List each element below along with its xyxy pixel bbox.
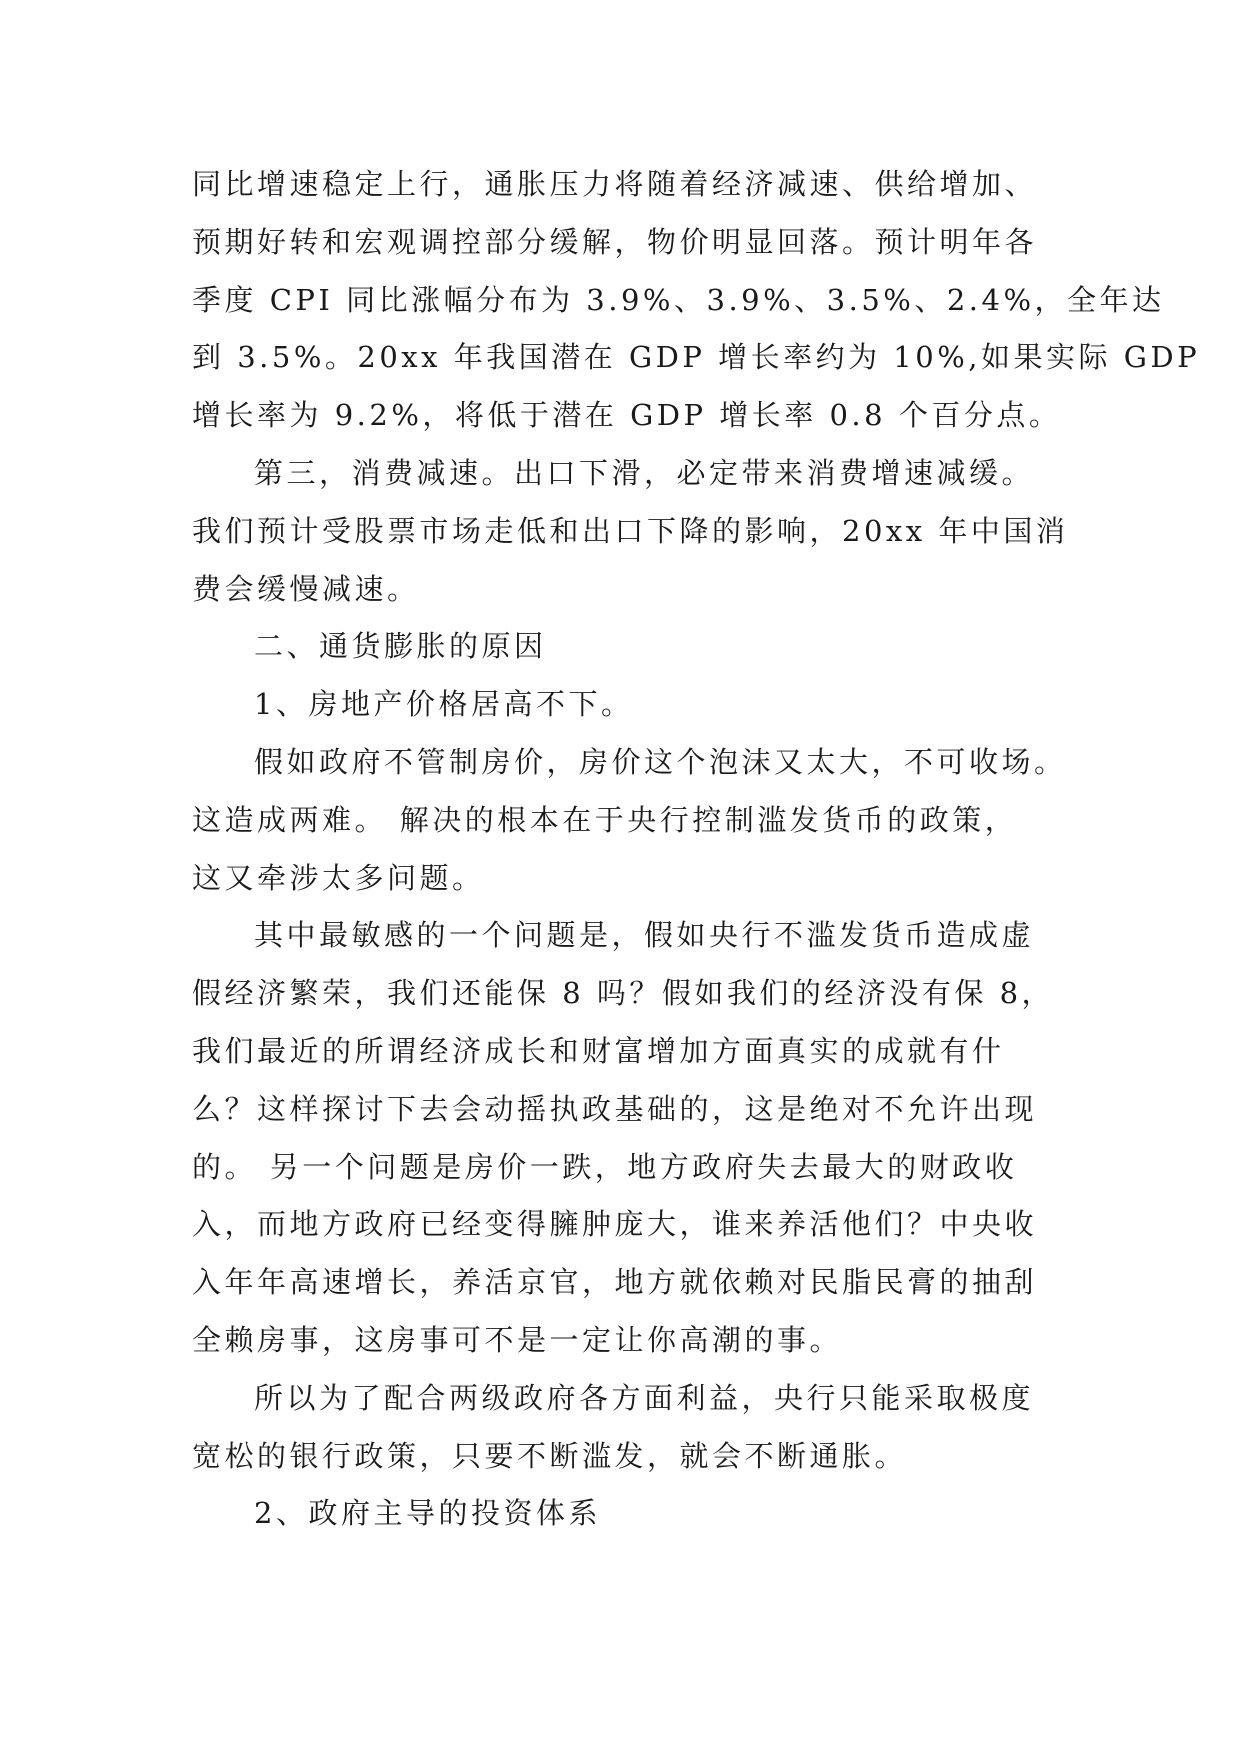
text-line: 到 3.5%。20xx 年我国潜在 GDP 增长率约为 10%,如果实际 GDP (192, 340, 1201, 375)
text-line: 我们预计受股票市场走低和出口下降的影响，20xx 年中国消 (192, 513, 1069, 548)
text-line: 同比增速稳定上行，通胀压力将随着经济减速、供给增加、 (192, 167, 1038, 201)
paragraph-start-line: 所以为了配合两级政府各方面利益，央行只能采取极度 (254, 1380, 1035, 1415)
paragraph-start-line: 其中最敏感的一个问题是，假如央行不滥发货币造成虚 (254, 918, 1035, 953)
document-body (192, 156, 1201, 1543)
text-line: 宽松的银行政策，只要不断滥发，就会不断通胀。 (192, 1438, 908, 1473)
section-heading: 二、通货膨胀的原因 (254, 629, 547, 664)
text-line: 入，而地方政府已经变得臃肿庞大，谁来养活他们？中央收 (192, 1207, 1038, 1242)
text-line: 增长率为 9.2%，将低于潜在 GDP 增长率 0.8 个百分点。 (192, 398, 1062, 433)
text-line: 我们最近的所谓经济成长和财富增加方面真实的成就有什 (192, 1033, 1005, 1068)
paragraph-start-line: 假如政府不管制房价，房价这个泡沫又太大，不可收场。 (254, 744, 1067, 779)
text-line: 预期好转和宏观调控部分缓解，物价明显回落。预计明年各 (192, 224, 1038, 259)
paragraph-start-line: 第三，消费减速。出口下滑，必定带来消费增速减缓。 (254, 455, 1035, 490)
subsection-heading: 1、房地产价格居高不下。 (254, 687, 634, 722)
text-line: 的。 另一个问题是房价一跌，地方政府失去最大的财政收 (192, 1149, 1018, 1184)
text-line: 费会缓慢减速。 (192, 571, 420, 606)
text-line: 么？这样探讨下去会动摇执政基础的，这是绝对不允许出现 (192, 1091, 1038, 1126)
text-line: 全赖房事，这房事可不是一定让你高潮的事。 (192, 1322, 843, 1357)
text-line: 这造成两难。 解决的根本在于央行控制滥发货币的政策， (192, 802, 1018, 837)
text-line: 季度 CPI 同比涨幅分布为 3.9%、3.9%、3.5%、2.4%，全年达 (192, 282, 1165, 317)
subsection-heading: 2、政府主导的投资体系 (254, 1496, 601, 1531)
text-line: 入年年高速增长，养活京官，地方就依赖对民脂民膏的抽刮 (192, 1265, 1038, 1300)
text-line: 假经济繁荣，我们还能保 8 吗？假如我们的经济没有保 8， (192, 976, 1055, 1011)
text-line: 这又牵涉太多问题。 (192, 860, 485, 895)
